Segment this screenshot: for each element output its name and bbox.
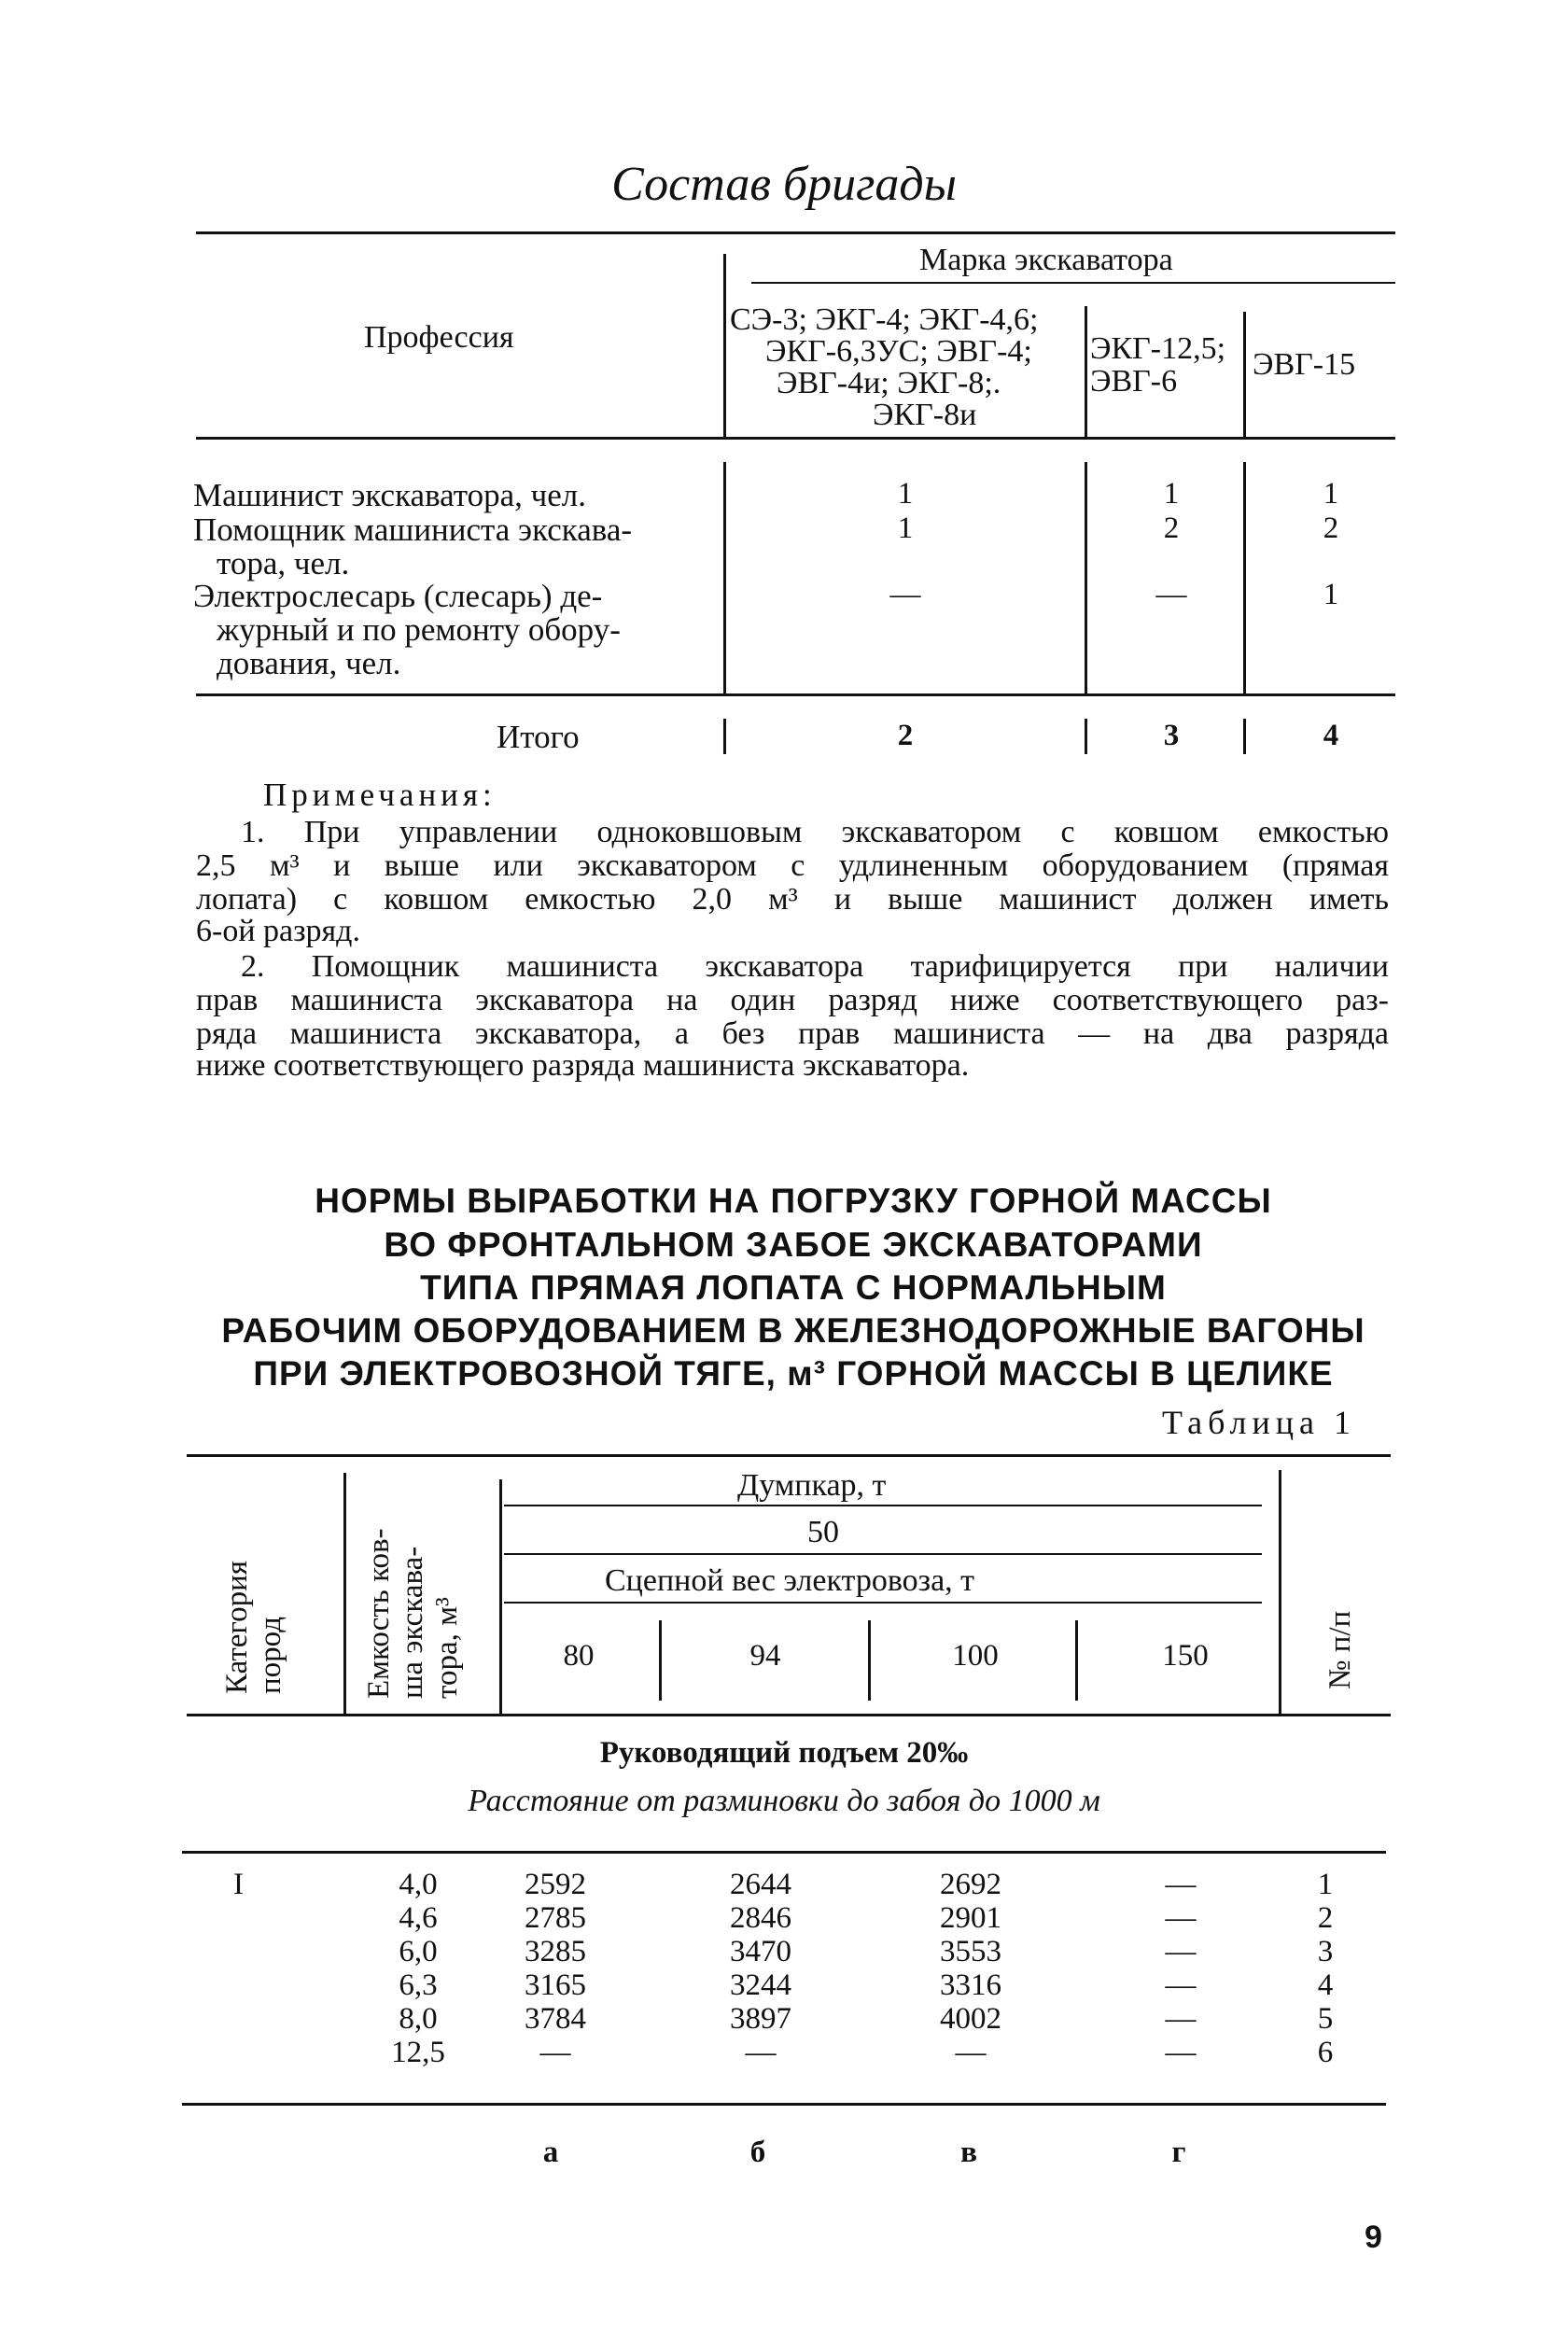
loco-label: Сцепной вес электровоза, т (605, 1563, 975, 1598)
cell-d: — (1165, 1901, 1197, 1935)
total-cell: 2 (897, 719, 914, 752)
cell: 1 (1163, 477, 1180, 511)
row-label: тора, чел. (217, 545, 350, 581)
dumpcar-label: Думпкар, т (737, 1468, 887, 1503)
note-line: ниже соответствующего разряда машиниста экскаватора. (196, 1048, 970, 1083)
column-letter: г (1171, 2136, 1186, 2169)
col-excavator-brand: Марка экскаватора (919, 243, 1173, 277)
row-label: Электрослесарь (слесарь) де- (193, 578, 603, 614)
column-letter: в (960, 2136, 977, 2169)
col3-header: ЭВГ-15 (1253, 347, 1356, 382)
dumpcar-value: 50 (807, 1515, 839, 1549)
cell-b: 2846 (730, 1901, 791, 1935)
note-line: 2,5 м³ и выше или экскаватором с удлиненным оборудованием (прямая (196, 848, 1389, 883)
bucket-cell: 8,0 (399, 2002, 438, 2036)
cell-index: 1 (1317, 1868, 1334, 1901)
cell-d: — (1165, 2036, 1197, 2069)
cell-index: 2 (1317, 1901, 1334, 1935)
note-line: прав машиниста экскаватора на один разряд ниже соответствующего раз- (196, 983, 1389, 1017)
loco-weight: 80 (563, 1639, 595, 1673)
cell-index: 5 (1317, 2002, 1334, 2036)
page-number: 9 (1365, 2220, 1382, 2255)
col2-line: ЭВГ-6 (1090, 364, 1178, 399)
column-letter: а (542, 2136, 559, 2169)
cell-c: 2901 (940, 1901, 1001, 1935)
note-line: ряда машиниста экскаватора, а без прав машиниста — на два разряда (196, 1016, 1389, 1051)
subheading-distance: Расстояние от разминовки до забоя до 1000 м (468, 1784, 1100, 1818)
cell-a: — (539, 2036, 571, 2069)
section-title: Состав бригады (611, 158, 957, 211)
col-index: № п/п (1323, 1610, 1357, 1689)
col2-line: ЭКГ-12,5; (1090, 331, 1226, 366)
bucket-cell: 6,3 (399, 1968, 438, 2002)
cell-c: 4002 (940, 2002, 1001, 2036)
cell-a: 3285 (525, 1935, 586, 1968)
cell-index: 4 (1317, 1968, 1334, 2002)
col1-line: СЭ-3; ЭКГ-4; ЭКГ-4,6; (730, 302, 1039, 337)
col-bucket-capacity: Емкость ков- ша экскава- тора, м³ (362, 1528, 464, 1699)
cell: — (889, 578, 921, 611)
cell-c: 3553 (940, 1935, 1001, 1968)
cell-b: — (745, 2036, 777, 2069)
cell-b: 2644 (730, 1868, 791, 1901)
bucket-cell: 4,0 (399, 1868, 438, 1901)
note-line: лопата) с ковшом емкостью 2,0 м³ и выше машинист должен иметь (196, 882, 1389, 917)
row-label: Машинист экскаватора, чел. (193, 477, 586, 513)
cell: 1 (897, 477, 914, 511)
heading-line: РАБОЧИМ ОБОРУДОВАНИЕМ В ЖЕЛЕЗНОДОРОЖНЫЕ ВАГОНЫ (221, 1311, 1365, 1350)
row-label: дования, чел. (217, 645, 401, 681)
cell-d: — (1165, 2002, 1197, 2036)
cell-c: 2692 (940, 1868, 1001, 1901)
cell-d: — (1165, 1968, 1197, 2002)
cell: — (1155, 578, 1187, 611)
cell: 1 (1323, 578, 1339, 611)
row-label: журный и по ремонту обору- (217, 611, 621, 648)
cell-index: 3 (1317, 1935, 1334, 1968)
total-label: Итого (497, 719, 580, 755)
note-line: 1. При управлении одноковшовым экскаватором с ковшом емкостью (241, 815, 1389, 849)
bucket-cell: 6,0 (399, 1935, 438, 1968)
cell-a: 2592 (525, 1868, 586, 1901)
cell-b: 3244 (730, 1968, 791, 2002)
cell-a: 3784 (525, 2002, 586, 2036)
subheading-grade: Руководящий подъем 20‰ (599, 1736, 969, 1770)
cell-d: — (1165, 1935, 1197, 1968)
col-profession: Профессия (364, 320, 514, 355)
note-line: 2. Помощник машиниста экскаватора тарифицируется при наличии (241, 949, 1389, 984)
loco-weight: 150 (1162, 1639, 1209, 1673)
cell: 1 (1323, 477, 1339, 511)
cell-a: 2785 (525, 1901, 586, 1935)
cell: 1 (897, 511, 914, 545)
col1-line: ЭВГ-4и; ЭКГ-8;. (777, 366, 1001, 400)
total-cell: 3 (1163, 719, 1180, 752)
bucket-cell: 4,6 (399, 1901, 438, 1935)
col-category: Категория пород (220, 1561, 288, 1694)
cell: 2 (1163, 511, 1180, 545)
cell-b: 3470 (730, 1935, 791, 1968)
cell: 2 (1323, 511, 1339, 545)
cell-b: 3897 (730, 2002, 791, 2036)
cell-index: 6 (1317, 2036, 1334, 2069)
cell-a: 3165 (525, 1968, 586, 2002)
loco-weight: 100 (952, 1639, 999, 1673)
bucket-cell: 12,5 (391, 2036, 445, 2069)
col1-line: ЭКГ-8и (873, 398, 977, 432)
cell-c: 3316 (940, 1968, 1001, 2002)
row-label: Помощник машиниста экскава- (193, 511, 633, 548)
notes-heading: Примечания: (263, 777, 497, 813)
loco-weight: 94 (749, 1639, 781, 1673)
table-label: Таблица 1 (1162, 1404, 1356, 1441)
category-value: I (233, 1868, 244, 1901)
note-line: 6-ой разряд. (196, 914, 360, 948)
heading-line: ТИПА ПРЯМАЯ ЛОПАТА С НОРМАЛЬНЫМ (420, 1268, 1167, 1307)
cell-d: — (1165, 1868, 1197, 1901)
cell-c: — (955, 2036, 987, 2069)
heading-line: ВО ФРОНТАЛЬНОМ ЗАБОЕ ЭКСКАВАТОРАМИ (384, 1226, 1203, 1264)
col1-line: ЭКГ-6,3УС; ЭВГ-4; (765, 334, 1032, 369)
total-cell: 4 (1323, 719, 1339, 752)
column-letter: б (749, 2136, 766, 2169)
heading-line: ПРИ ЭЛЕКТРОВОЗНОЙ ТЯГЕ, м³ ГОРНОЙ МАССЫ В ЦЕЛИКЕ (253, 1354, 1334, 1393)
heading-line: НОРМЫ ВЫРАБОТКИ НА ПОГРУЗКУ ГОРНОЙ МАССЫ (315, 1182, 1272, 1220)
